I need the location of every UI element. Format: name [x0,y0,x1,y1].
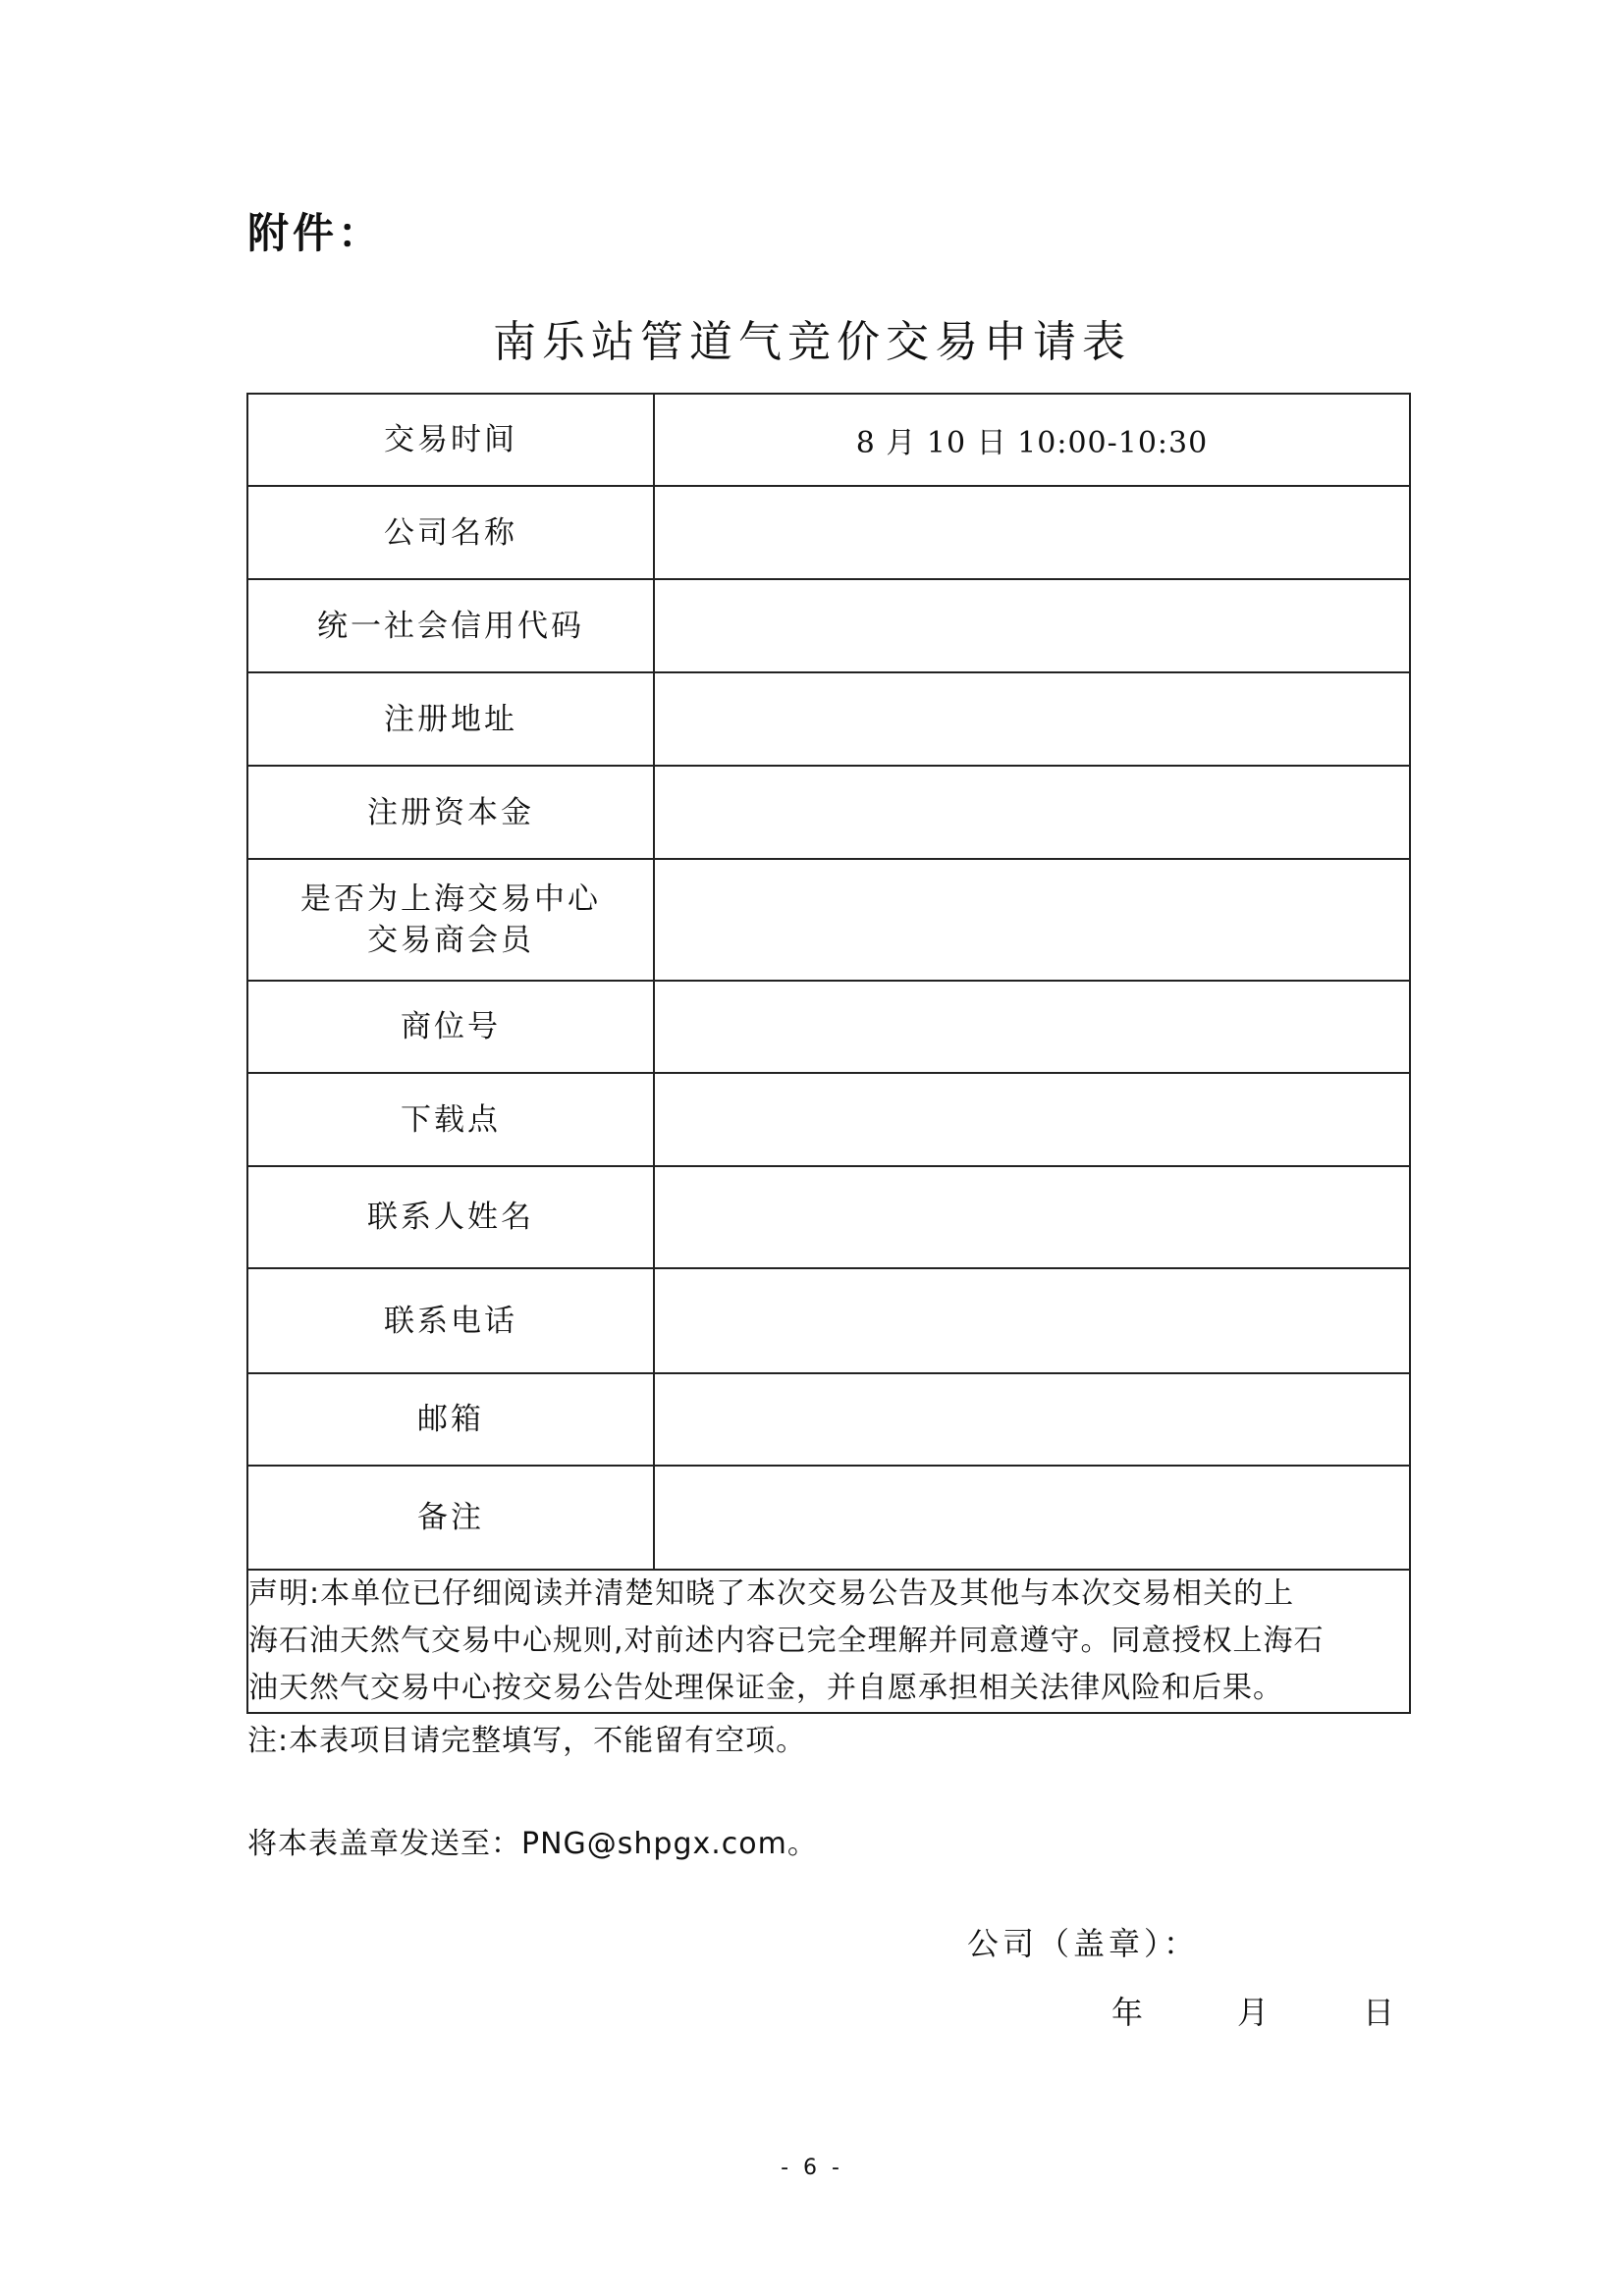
field-value-registered-capital[interactable] [654,766,1410,859]
table-row [247,394,1410,486]
field-label-contact-phone: 联系电话 [247,1268,654,1373]
field-value-credit-code[interactable] [654,579,1410,672]
field-label-trade-time: 交易时间 [247,394,654,486]
field-value-email[interactable] [654,1373,1410,1466]
field-label-email: 邮箱 [247,1373,654,1466]
attachment-label: 附件： [247,209,384,257]
table-row [247,1466,1410,1570]
field-value-contact-phone[interactable] [654,1268,1410,1373]
field-value-trade-time: 8 月 10 日 10:00-10:30 [654,394,1410,486]
table-row [247,579,1410,672]
send-instruction: 将本表盖章发送至：PNG@shpgx.com。 [247,1827,818,1861]
field-label-remarks: 备注 [247,1466,654,1570]
page-number: - 6 - [781,2156,843,2180]
field-value-member-status[interactable] [654,859,1410,981]
declaration-line: 油天然气交易中心按交易公告处理保证金，并自愿承担相关法律风险和后果。 [248,1671,1283,1705]
table-row [247,981,1410,1073]
field-label-member-status-line1: 是否为上海交易中心 [300,881,601,917]
declaration-line: 海石油天然气交易中心规则,对前述内容已完全理解并同意遵守。同意授权上海石 [248,1624,1325,1658]
table-row [247,1166,1410,1268]
field-label-registered-capital: 注册资本金 [247,766,654,859]
application-form-table [246,393,1411,1714]
date-day-label: 日 [1363,1994,1395,2031]
table-row [247,486,1410,579]
field-value-seat-number[interactable] [654,981,1410,1073]
table-row [247,1073,1410,1166]
table-row [247,1268,1410,1373]
field-label-contact-name: 联系人姓名 [247,1166,654,1268]
field-label-member-status [247,859,654,981]
field-value-remarks[interactable] [654,1466,1410,1570]
field-value-registered-address[interactable] [654,672,1410,766]
declaration-statement [247,1570,1410,1713]
field-label-seat-number: 商位号 [247,981,654,1073]
table-row [247,859,1410,981]
date-year-label: 年 [1111,1994,1144,2031]
field-label-download-point: 下载点 [247,1073,654,1166]
form-title: 南乐站管道气竞价交易申请表 [493,317,1131,367]
company-stamp-label: 公司（盖章）： [967,1925,1200,1962]
field-value-download-point[interactable] [654,1073,1410,1166]
field-label-company-name: 公司名称 [247,486,654,579]
field-label-registered-address: 注册地址 [247,672,654,766]
fill-note: 注:本表项目请完整填写，不能留有空项。 [247,1724,807,1758]
table-row [247,1373,1410,1466]
field-value-contact-name[interactable] [654,1166,1410,1268]
date-month-label: 月 [1237,1994,1270,2031]
declaration-line: 声明:本单位已仔细阅读并清楚知晓了本次交易公告及其他与本次交易相关的上 [248,1576,1295,1611]
field-value-company-name[interactable] [654,486,1410,579]
table-row [247,672,1410,766]
table-row [247,1570,1410,1713]
table-row [247,766,1410,859]
field-label-member-status-line2: 交易商会员 [367,923,534,958]
field-label-credit-code: 统一社会信用代码 [247,579,654,672]
